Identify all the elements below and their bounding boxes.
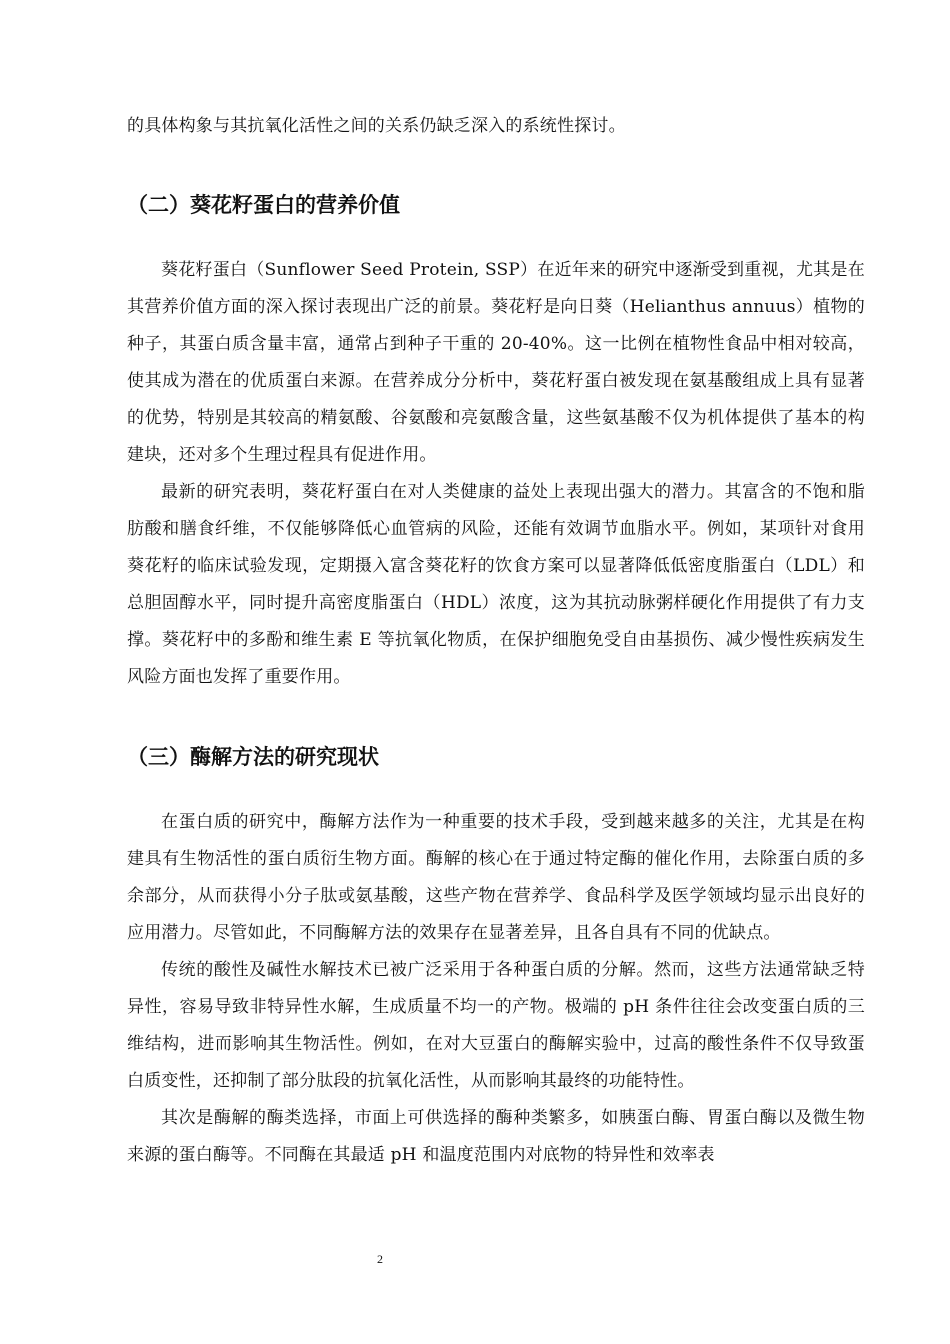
section-body-nutrition [127, 252, 865, 696]
continuation-block [127, 108, 865, 145]
section-body-enzymolysis [127, 804, 865, 1174]
section-heading-nutrition: （二）葵花籽蛋白的营养价值 [127, 193, 400, 217]
paragraph: 在蛋白质的研究中，酶解方法作为一种重要的技术手段，受到越来越多的关注，尤其是在构建具有生物活性的蛋白质衍生物方面。酶解的核心在于通过特定酶的催化作用，去除蛋白质的多余部分，从而获得小分子肽或氨基酸，这些产物在营养学、食品科学及医学领域均显示出良好的应用潜力。尽管如此，不同酶解方法的效果存在显著差异，且各自具有不同的优缺点。 [127, 812, 865, 943]
continuation-paragraph: 的具体构象与其抗氧化活性之间的关系仍缺乏深入的系统性探讨。 [127, 116, 626, 136]
section-heading-enzymolysis: （三）酶解方法的研究现状 [127, 745, 379, 769]
paragraph: 葵花籽蛋白（Sunflower Seed Protein, SSP）在近年来的研究中逐渐受到重视，尤其是在其营养价值方面的深入探讨表现出广泛的前景。葵花籽是向日葵（Helianthus annuus）植物的种子，其蛋白质含量丰富，通常占到种子干重的 20-40%。这一比例在植物性食品中相对较高，使其成为潜在的优质蛋白来源。在营养成分分析中，葵花籽蛋白被发现在氨基酸组成上具有显著的优势，特别是其较高的精氨酸、谷氨酸和亮氨酸含量，这些氨基酸不仅为机体提供了基本的构建块，还对多个生理过程具有促进作用。 [127, 260, 865, 465]
page-number: 2 [377, 1252, 383, 1266]
paragraph: 其次是酶解的酶类选择，市面上可供选择的酶种类繁多，如胰蛋白酶、胃蛋白酶以及微生物来源的蛋白酶等。不同酶在其最适 pH 和温度范围内对底物的特异性和效率表 [127, 1108, 865, 1165]
paragraph: 最新的研究表明，葵花籽蛋白在对人类健康的益处上表现出强大的潜力。其富含的不饱和脂肪酸和膳食纤维，不仅能够降低心血管病的风险，还能有效调节血脂水平。例如，某项针对食用葵花籽的临床试验发现，定期摄入富含葵花籽的饮食方案可以显著降低低密度脂蛋白（LDL）和总胆固醇水平，同时提升高密度脂蛋白（HDL）浓度，这为其抗动脉粥样硬化作用提供了有力支撑。葵花籽中的多酚和维生素 E 等抗氧化物质，在保护细胞免受自由基损伤、减少慢性疾病发生风险方面也发挥了重要作用。 [127, 482, 865, 687]
paragraph: 传统的酸性及碱性水解技术已被广泛采用于各种蛋白质的分解。然而，这些方法通常缺乏特异性，容易导致非特异性水解，生成质量不均一的产物。极端的 pH 条件往往会改变蛋白质的三维结构，进而影响其生物活性。例如，在对大豆蛋白的酶解实验中，过高的酸性条件不仅导致蛋白质变性，还抑制了部分肽段的抗氧化活性，从而影响其最终的功能特性。 [127, 960, 865, 1091]
